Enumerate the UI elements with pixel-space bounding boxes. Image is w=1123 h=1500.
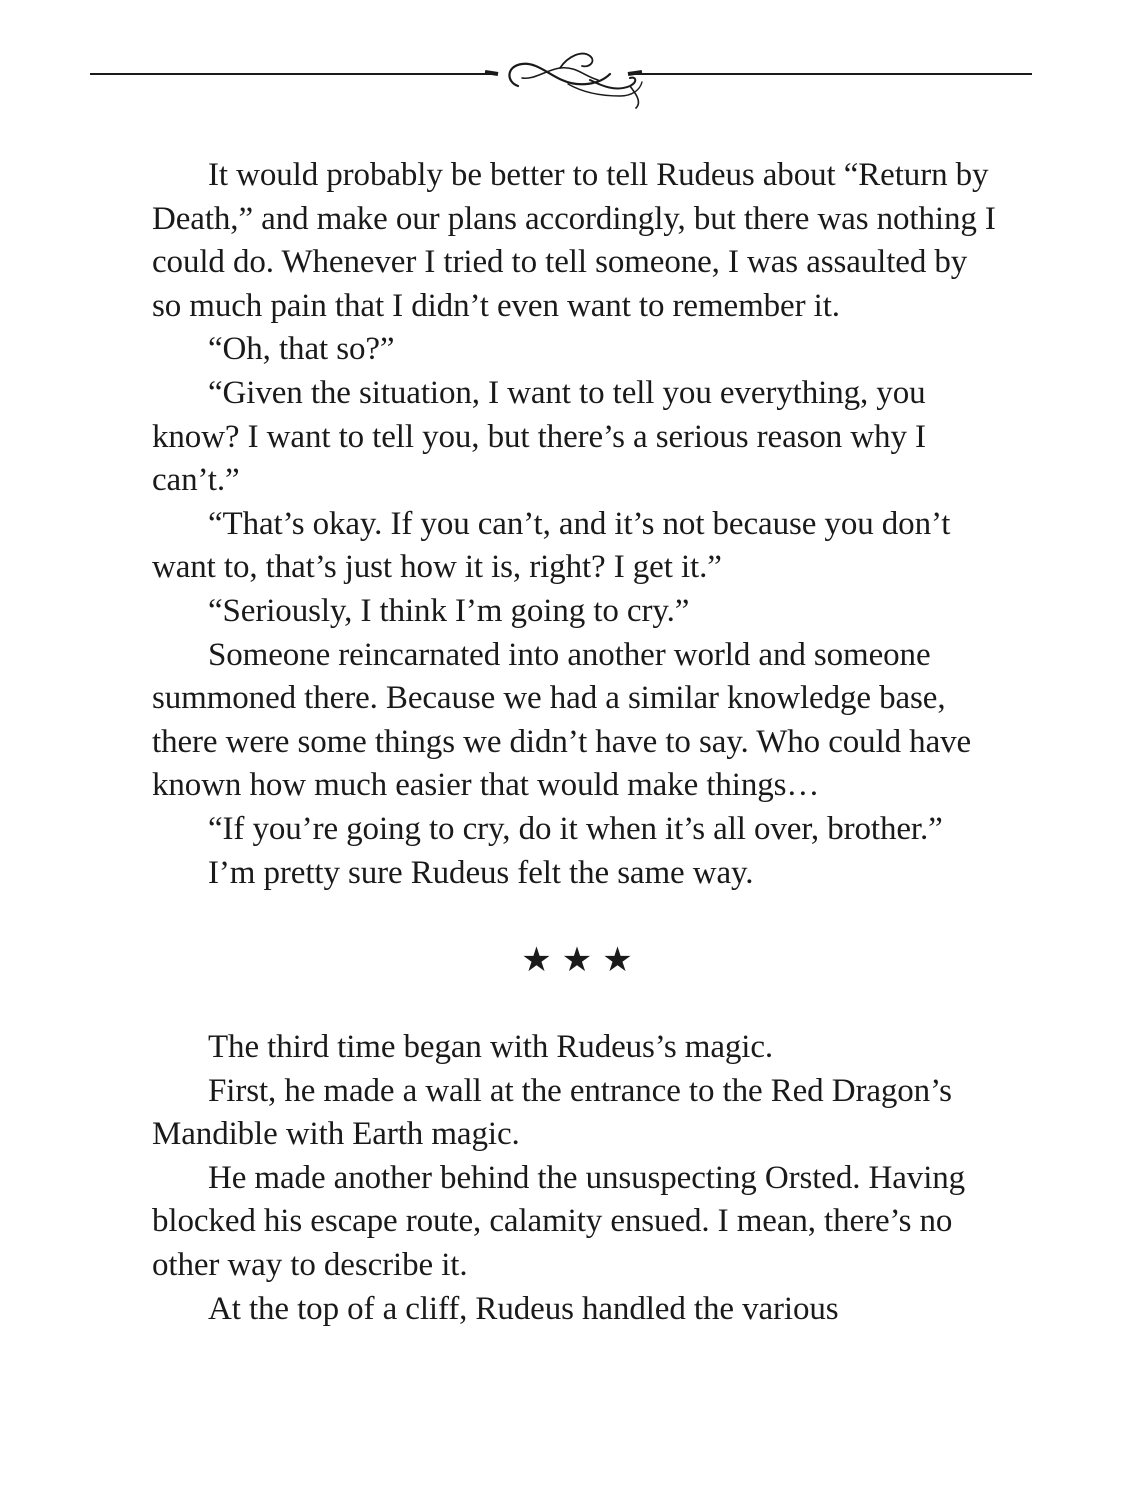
paragraph: “Oh, that so?” [208,331,395,368]
paragraph: Someone reincarnated into another world and someone summoned there. Because we had a similar knowledge base, there were some things we didn’t have to say. Who could have known how much easier that would make things… [152,636,972,804]
paragraph: “If you’re going to cry, do it when it’s all over, brother.” [208,810,943,847]
paragraph: He made another behind the unsuspecting Orsted. Having blocked his escape route, calamity ensued. I mean, there’s no other way to describe it. [152,1159,966,1284]
paragraph: “That’s okay. If you can’t, and it’s not because you don’t want to, that’s just how it is, right? I get it.” [152,505,951,586]
flourish-divider-icon [90,40,1035,110]
paragraph: “Given the situation, I want to tell you everything, you know? I want to tell you, but there’s a serious reason why I can’t.” [152,374,926,499]
scene-break-stars: ★★★ [521,941,643,979]
paragraph: It would probably be better to tell Rudeus about “Return by Death,” and make our plans accordingly, but there was nothing I could do. Whenever I tried to tell someone, I was assaulted by so much pain that I didn’t even want to remember it. [152,157,996,324]
paragraph: At the top of a cliff, Rudeus handled the various [208,1290,839,1327]
paragraph: The third time began with Rudeus’s magic. [208,1029,774,1066]
paragraph: First, he made a wall at the entrance to the Red Dragon’s Mandible with Earth magic. [152,1072,952,1153]
body-text [152,154,1002,1331]
paragraph: I’m pretty sure Rudeus felt the same way. [208,854,754,891]
paragraph: “Seriously, I think I’m going to cry.” [208,592,690,629]
